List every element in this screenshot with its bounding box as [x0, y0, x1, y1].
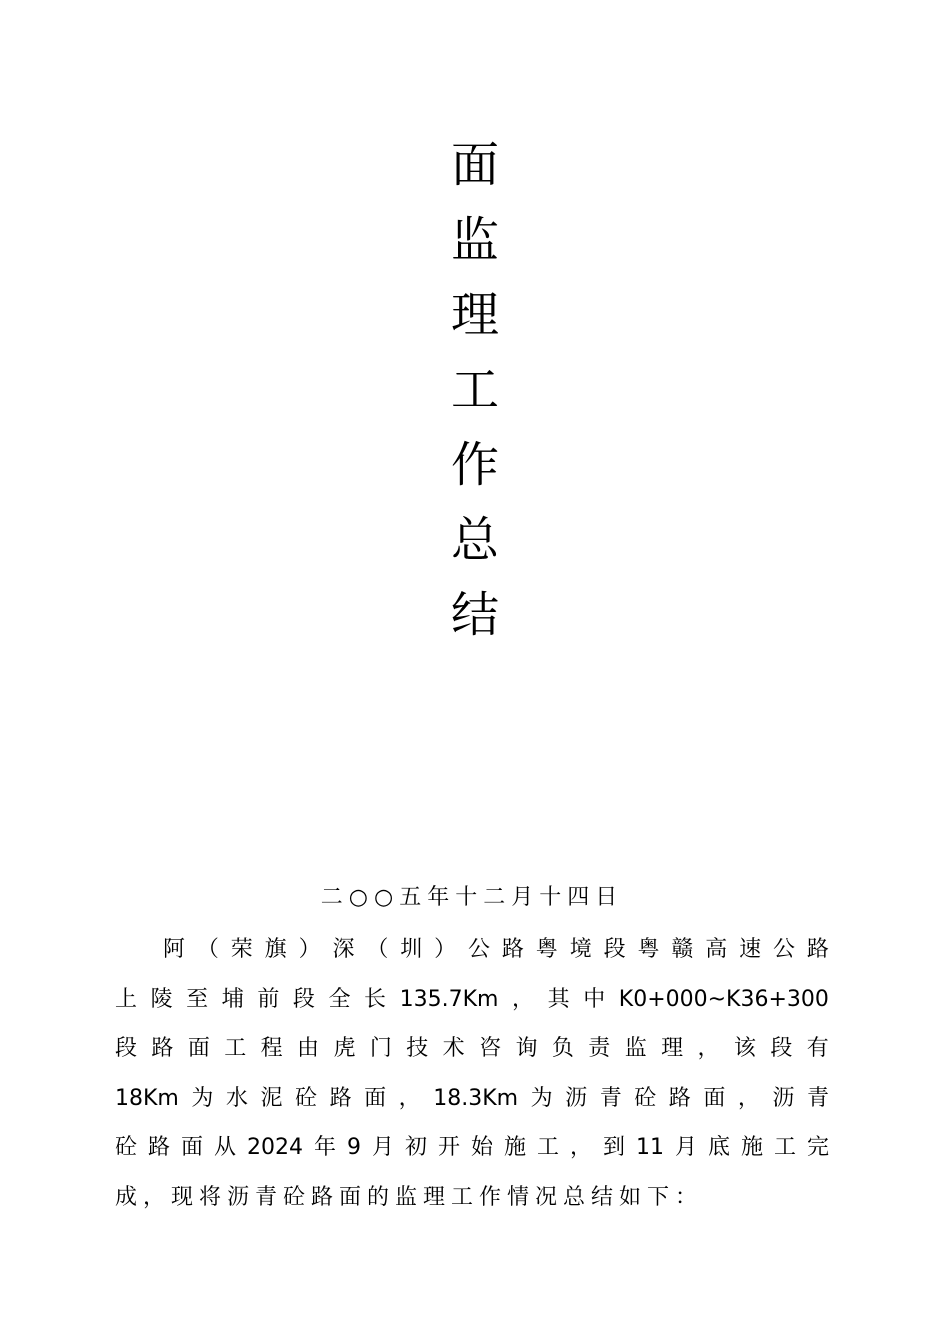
line-token: 程	[260, 1036, 283, 1062]
line-token: 开	[437, 1135, 460, 1161]
line-token: 负	[551, 1036, 574, 1062]
paragraph-line	[115, 975, 829, 1025]
line-token: K0+000~K36+300	[618, 986, 829, 1012]
line-token: 虎	[333, 1036, 356, 1062]
title-char: 总	[450, 512, 499, 568]
line-token: 其	[547, 986, 570, 1012]
line-token: 段	[115, 1036, 138, 1062]
line-token: 面	[364, 1085, 387, 1111]
title-char: 作	[450, 437, 499, 493]
line-token: 阿	[163, 937, 186, 962]
line-token: 初	[404, 1135, 427, 1161]
line-token: 速	[739, 937, 762, 962]
title-char: 面	[450, 137, 499, 193]
line-token: 路	[151, 1036, 174, 1062]
line-token: （	[196, 937, 219, 962]
line-token: 段	[770, 1036, 793, 1062]
line-token: 底	[707, 1135, 730, 1161]
line-token: 询	[515, 1036, 538, 1062]
line-token: 路	[806, 937, 829, 962]
line-token: 沥	[772, 1085, 795, 1111]
line-token: 135.7Km	[399, 986, 499, 1012]
line-token: 工	[536, 1135, 559, 1161]
line-token: 2024	[247, 1135, 303, 1161]
line-token: 路	[148, 1135, 171, 1161]
title-char: 结	[450, 587, 499, 643]
line-token: 该	[733, 1036, 756, 1062]
line-token: 中	[583, 986, 606, 1012]
line-token: 完	[806, 1135, 829, 1161]
line-token: 青	[599, 1085, 622, 1111]
line-token: 陵	[150, 986, 173, 1012]
line-token: 为	[191, 1085, 214, 1111]
line-token: 砼	[634, 1085, 657, 1111]
line-token: 粤	[637, 937, 660, 962]
line-token: ，	[697, 1036, 720, 1062]
line-token: 前	[257, 986, 280, 1012]
line-token: 全	[328, 986, 351, 1012]
line-token: ，	[569, 1135, 592, 1161]
line-token: 咨	[479, 1036, 502, 1062]
line-token: 由	[297, 1036, 320, 1062]
title-char: 监	[450, 212, 499, 268]
line-token: 18.3Km	[433, 1085, 519, 1111]
line-token: 面	[187, 1036, 210, 1062]
paragraph-line	[115, 1024, 829, 1074]
line-token: 路	[329, 1085, 352, 1111]
line-token: ，	[398, 1085, 421, 1111]
line-token: 18Km	[115, 1085, 179, 1111]
line-token: ，	[512, 986, 535, 1012]
line-token: ，	[737, 1085, 760, 1111]
line-token: 路	[501, 937, 524, 962]
title-char: 理	[450, 287, 499, 343]
line-token: 青	[806, 1085, 829, 1111]
paragraph-line: 成，现将沥青砼路面的监理工作情况总结如下：	[115, 1184, 704, 1210]
line-token: 深	[332, 937, 355, 962]
line-token: 施	[503, 1135, 526, 1161]
line-token: 旗	[264, 937, 287, 962]
line-token: 责	[588, 1036, 611, 1062]
line-token: 理	[661, 1036, 684, 1062]
line-token: 埔	[221, 986, 244, 1012]
line-token: 路	[668, 1085, 691, 1111]
line-token: ）	[298, 937, 321, 962]
paragraph-line	[115, 925, 829, 975]
line-token: 月	[674, 1135, 697, 1161]
line-token: 段	[292, 986, 315, 1012]
line-token: 水	[225, 1085, 248, 1111]
title-char: 工	[450, 362, 499, 418]
line-token: 长	[364, 986, 387, 1012]
line-token: ）	[434, 937, 457, 962]
line-token: 为	[530, 1085, 553, 1111]
line-token: 有	[806, 1036, 829, 1062]
line-token: 技	[406, 1036, 429, 1062]
line-token: 始	[470, 1135, 493, 1161]
line-token: 高	[705, 937, 728, 962]
line-token: 砼	[295, 1085, 318, 1111]
line-token: 11	[635, 1135, 664, 1161]
line-token: 工	[224, 1036, 247, 1062]
line-token: 段	[603, 937, 626, 962]
line-token: 圳	[400, 937, 423, 962]
line-token: 面	[181, 1135, 204, 1161]
document-title	[425, 128, 525, 653]
line-token: 荣	[230, 937, 253, 962]
line-token: 泥	[260, 1085, 283, 1111]
line-token: （	[366, 937, 389, 962]
line-token: 公	[773, 937, 796, 962]
line-token: 工	[773, 1135, 796, 1161]
line-token: 监	[624, 1036, 647, 1062]
line-token: 9	[346, 1135, 361, 1161]
line-token: 年	[313, 1135, 336, 1161]
line-token: 月	[371, 1135, 394, 1161]
line-token: 施	[740, 1135, 763, 1161]
line-token: 砼	[115, 1135, 138, 1161]
line-token: 境	[569, 937, 592, 962]
paragraph-line	[115, 1074, 829, 1124]
line-token: 赣	[671, 937, 694, 962]
paragraph-line	[115, 1123, 829, 1173]
line-token: 至	[186, 986, 209, 1012]
document-date: 二○○五年十二月十四日	[320, 885, 624, 910]
body-paragraph	[115, 925, 829, 1223]
line-token: 公	[468, 937, 491, 962]
line-token: 到	[602, 1135, 625, 1161]
line-token: 门	[369, 1036, 392, 1062]
line-token: 面	[703, 1085, 726, 1111]
line-token: 上	[115, 986, 138, 1012]
line-token: 沥	[565, 1085, 588, 1111]
line-token: 术	[442, 1036, 465, 1062]
line-token: 粤	[535, 937, 558, 962]
line-token: 从	[214, 1135, 237, 1161]
